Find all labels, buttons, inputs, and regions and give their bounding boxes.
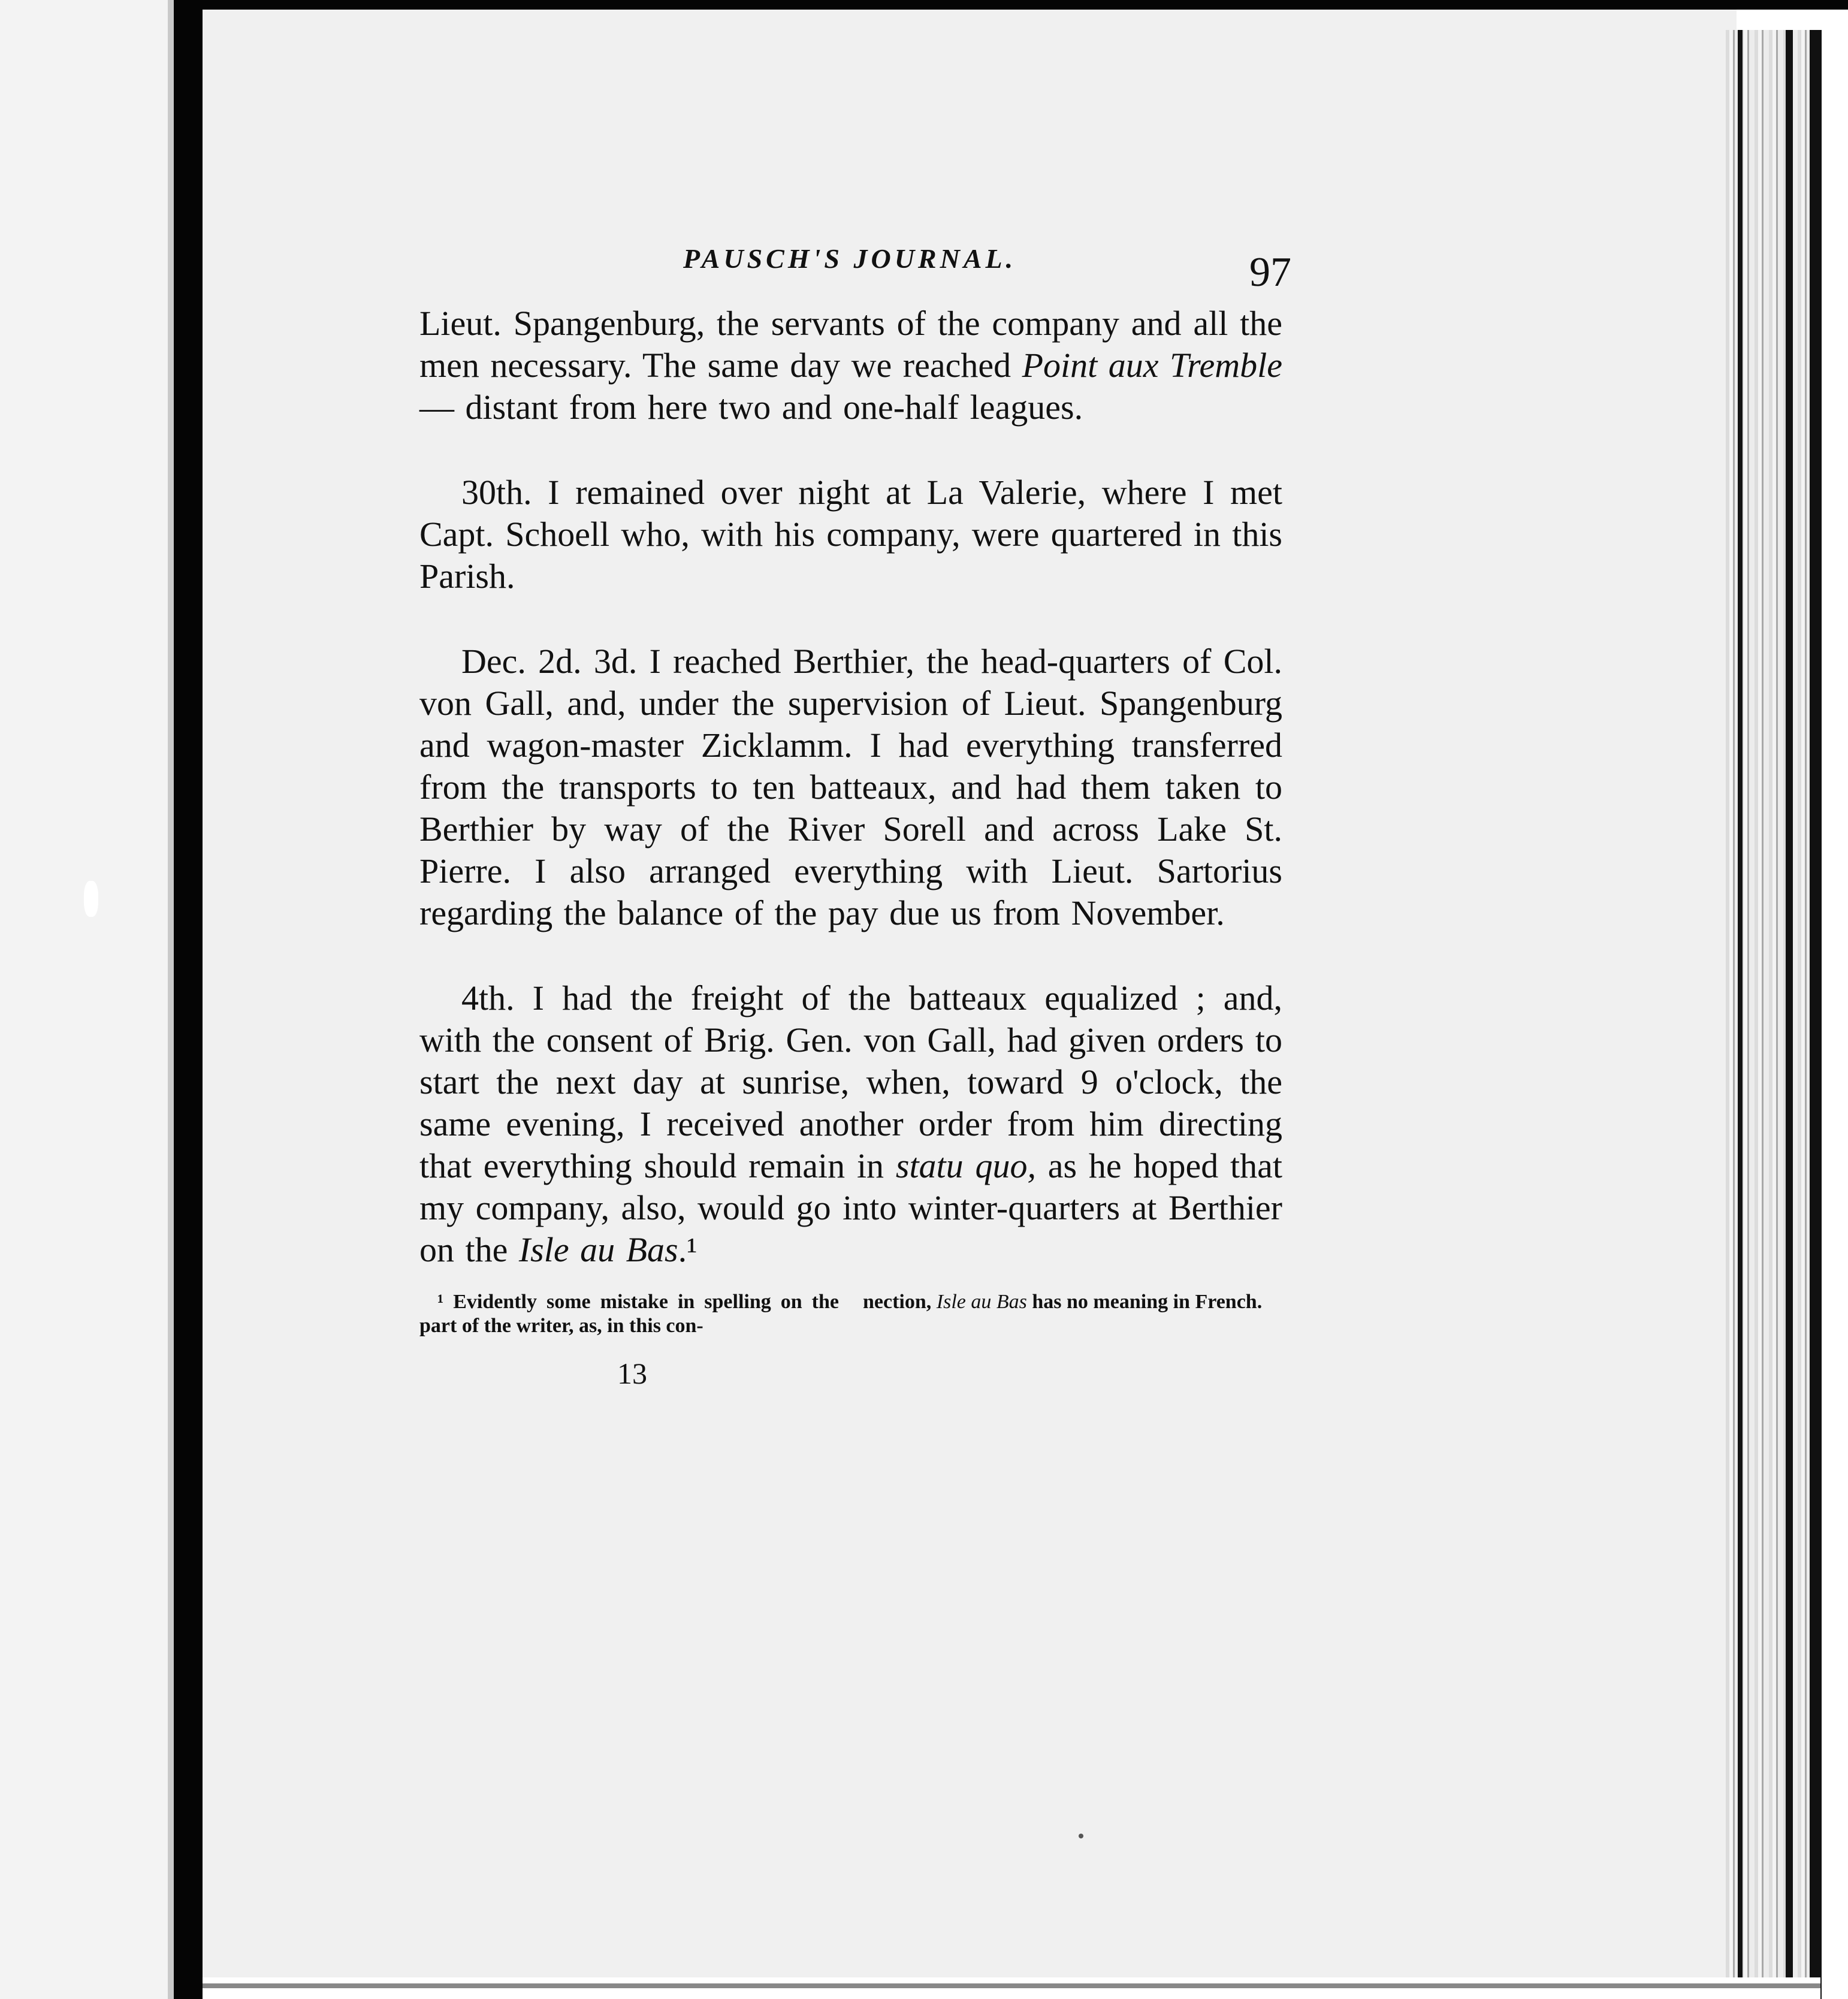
running-title: PAUSCH'S JOURNAL. (683, 243, 1017, 274)
left-page-edge (168, 0, 174, 1999)
book-gutter (174, 0, 203, 1999)
page-number: 97 (1249, 249, 1291, 295)
stacked-page-edges (1726, 30, 1822, 1999)
paragraph-2 (419, 472, 1282, 597)
paragraph-text: .¹ (678, 1230, 697, 1269)
footnote-left-column: ¹ Evidently some mistake in spelling on the part of the writer, as, in this con- (419, 1291, 839, 1337)
running-head (419, 231, 1291, 303)
bottom-edge-line (203, 1983, 1820, 1988)
page-text-block (419, 231, 1291, 1391)
signature-mark: 13 (617, 1357, 647, 1390)
paragraph-3 (419, 641, 1282, 934)
page-edge-shadow (1738, 30, 1743, 1999)
footnote-text: nection, (863, 1291, 937, 1313)
paragraph-italic-text: Isle au Bas (518, 1230, 678, 1269)
scan-speck (1079, 1834, 1083, 1838)
scan-blemish (84, 881, 98, 917)
footnote-italic-text: Isle au Bas (936, 1291, 1027, 1313)
footnote-right-column (863, 1290, 1282, 1338)
left-facing-page (0, 0, 174, 1999)
paragraph-text: 30th. I remained over night at La Valerie, where I met Capt. Schoell who, with his company, were quartered in this Parish. (419, 473, 1282, 596)
paragraph-4 (419, 977, 1282, 1271)
scan-top-border (174, 0, 1848, 10)
paragraph-text: — distant from here two and one-half leagues. (419, 388, 1083, 427)
paragraph-text: Lieut. Spangenburg, the servants of the company and all the men necessary. The same day we reached (419, 304, 1282, 385)
footnote (419, 1290, 1282, 1338)
paragraph-italic-text: statu quo, (895, 1146, 1036, 1185)
footnote-text: has no meaning in French. (1026, 1291, 1263, 1313)
page-bottom-edge (203, 1977, 1820, 1999)
paragraph-text: 4th. I had the freight of the batteaux equalized ; and, with the consent of Brig. Gen. von Gall, had given orders to start the next day at sunrise, when, toward 9 o'clock, the same evening, I received another order from him directing that everything should remain in (419, 979, 1282, 1185)
paragraph-text: Dec. 2d. 3d. I reached Berthier, the head-quarters of Col. von Gall, and, under the supervision of Lieut. Spangenburg and wagon-master Zicklamm. I had everything transferred from the transports to ten batteaux, and had them taken to Berthier by way of the River Sorell and across Lake St. Pierre. I also arranged everything with Lieut. Sartorius regarding the balance of the pay due us from November. (419, 642, 1282, 932)
paragraph-1 (419, 303, 1282, 428)
page-edge-shadow (1810, 30, 1822, 1999)
page-edge-shadow (1786, 30, 1793, 1999)
paragraph-italic-text: Point aux Tremble (1022, 346, 1282, 385)
paragraph-text: as he hoped that my company, also, would go into winter-quarters at Berthier on the (419, 1146, 1282, 1269)
